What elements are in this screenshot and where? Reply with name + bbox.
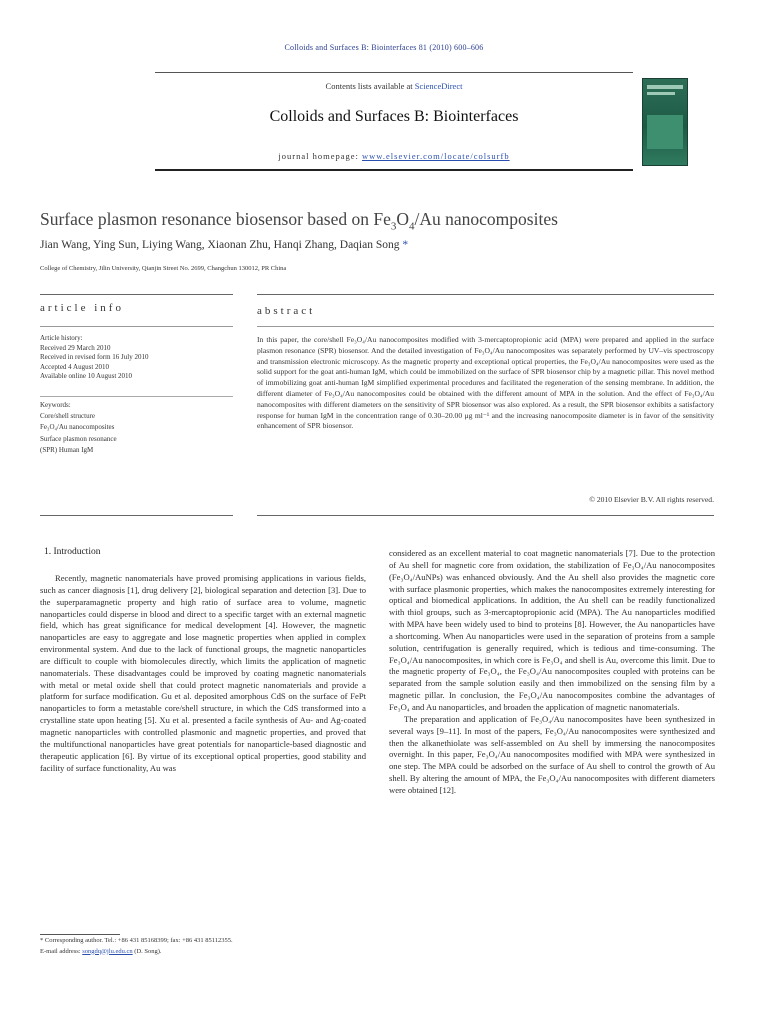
footnote — [40, 936, 366, 957]
journal-title: Colloids and Surfaces B: Biointerfaces — [269, 108, 519, 125]
masthead-bottom-rule — [155, 169, 633, 171]
keyword-item: (SPR) Human IgM — [40, 445, 94, 454]
article-title: Surface plasmon resonance biosensor based on $Fe_3O_4/Au$ nanocomposites — [40, 209, 558, 233]
info-bottom-rule — [40, 515, 233, 516]
keyword-item: Surface plasmon resonance — [40, 434, 117, 443]
email-label: E-mail address: — [40, 947, 81, 955]
history-online: Available online 10 August 2010 — [40, 372, 133, 381]
sciencedirect-link[interactable]: ScienceDirect — [414, 81, 463, 91]
introduction-heading: 1. Introduction — [44, 547, 101, 557]
contents-prefix: Contents lists available at — [325, 81, 413, 91]
history-accepted: Accepted 4 August 2010 — [40, 362, 110, 371]
info-sub-rule — [40, 326, 233, 327]
history-label: Article history: — [40, 334, 83, 342]
email-link[interactable]: songdq@jlu.edu.cn — [82, 947, 133, 955]
footnote-rule — [40, 934, 120, 935]
affiliation: College of Chemistry, Jilin University, Qianjin Street No. 2699, Changchun 130012, PR China — [40, 265, 287, 272]
info-top-rule — [40, 294, 233, 295]
corresponding-author-note: * Corresponding author. Tel.: +86 431 85168399; fax: +86 431 85112355. — [40, 937, 233, 944]
abstract-sub-rule — [257, 326, 714, 327]
email-suffix: (D. Song). — [134, 947, 162, 955]
homepage-label: journal homepage: — [278, 151, 359, 161]
abstract-text: In this paper, the core/shell Fe₃O₄/Au nanocomposites modified with 3-mercaptopropionic acid (MPA) were prepared and applied in the surface plasmon resonance (SPR) biosensor. And the detailed investigation of Fe₃O₄/Au nanocomposites was separately performed by UV–vis spectroscopy and transmission electronic microscopy. As the magnetic property and exceptional optical properties, the Fe₃O₄/Au nanocomposites were used as the solid support for the goat anti-human IgM, which could be immobilized on the surface of SPR biosensor chip by a magnetic pillar. This novel method of immobilizing goat anti-human IgM simplified experimental procedures and facilitated the regeneration of the sensing membrane. In addition, the different diameter of Fe₃O₄/Au nanocomposites could be obtained with the different amount of MPA in the solution. And the effect of Fe₃O₄/Au nanocomposites with different diameters on the sensitivity of SPR biosensor was also explored. As a result, the SPR biosensor exhibits a satisfactory response for human IgM in the concentration range of 0.30–20.00 μg ml⁻¹ and the increasing nanocomposite diameter is in favor of the sensitivity enhancement of SPR biosensor. — [257, 335, 714, 431]
corresponding-author-mark[interactable]: * — [402, 239, 409, 251]
email-line — [40, 947, 366, 958]
body-column-left: Recently, magnetic nanomaterials have proved promising applications in various fields, such as cancer diagnosis [1], drug delivery [2], biological separation and detection [3]. Due to the superparamagnetic property and high ratio of surface area to volume, magnetic nanoparticles could disperse in blood and direct to a specific target with an external magnetic field, which has great significance for medical development [4]. However, the magnetic nanoparticles are easy to aggregate and lose magnetic properties when applied in complex environmental system. And due to the lack of functional groups, the magnetic nanoparticles are difficult to couple with biomolecules directly, which limits the application of magnetic nanomaterials. These disadvantages could be improved by coating magnetic nanomaterials with metal or metal oxide shell that could protect magnetic nanomaterials and provide a platform for surface modification. Gu et al. deposited amorphous CdS on the surface of FePt nanoparticles to form a metastable core/shell structure, in which the CdS transformed into a crystalline state upon heating [5]. Xu et al. presented a facile synthesis of Au- and Ag-coated magnetic nanoparticles with controlled plasmonic and magnetic properties, and proved that the multifunctional nanoparticles have great potentials for nanoparticle-based diagnostic and therapeutic application [6]. By virtue of its exceptional optical properties, good stability and facility of surface functionality, Au was — [40, 573, 366, 773]
contents-line — [155, 81, 633, 91]
keywords-label: Keywords: — [40, 401, 71, 409]
body-paragraph: The preparation and application of Fe₃O₄/Au nanocomposites have been synthesized in several ways [9–11]. In most of the papers, Fe₃O₄/Au nanocomposites were synthesized and then the alkanethiolate was self-assembled on Au shell by immersing the nanocomposites overnight. In this paper, Fe₃O₄/Au nanocomposites modified with MPA were synthesized in one step. The MPA could be adsorbed on the surface of Au shell to control the growth of Au shell. By altering the amount of MPA, the Fe₃O₄/Au nanocomposites with different diameters were obtained [12]. — [389, 713, 715, 795]
history-revised: Received in revised form 16 July 2010 — [40, 353, 149, 362]
article-info-heading: article info — [40, 302, 124, 314]
abstract-heading: abstract — [257, 305, 316, 317]
abstract-bottom-rule — [257, 515, 714, 516]
abstract-top-rule — [257, 294, 714, 295]
homepage-link[interactable]: www.elsevier.com/locate/colsurfb — [362, 151, 510, 161]
masthead-top-rule — [155, 72, 633, 73]
authors-text: Jian Wang, Ying Sun, Liying Wang, Xiaonan Zhu, Hanqi Zhang, Daqian Song — [40, 239, 400, 251]
journal-homepage — [155, 151, 633, 161]
copyright: © 2010 Elsevier B.V. All rights reserved. — [589, 495, 714, 504]
keyword-item: Core/shell structure — [40, 412, 96, 421]
history-rule — [40, 396, 233, 397]
history-received: Received 29 March 2010 — [40, 343, 111, 352]
keyword-item: Fe₃O₄/Au nanocomposites — [40, 423, 115, 432]
body-paragraph: considered as an excellent material to coat magnetic nanomaterials [7]. Due to the protection of Au shell for magnetic core from oxidation, the stabilization of Fe₃O₄/Au nanocomposites (Fe₃O₄/AuNPs) was enhanced obviously. And the Au shell also provides the magnetic core with surface plasmonic properties, which makes the nanocomposites extremely interesting for optical and biomedical applications. In addition, the Au shell can be readily functionalized with thiol groups, such as 3-mercaptopropionic acid (MPA). The Au nanoparticles modified with MPA have been widely used to bind to proteins [8]. However, the Au nanoparticles have a shortcoming. When Au nanoparticles were used in the separation of proteins from a sample solution, centrifugation is generally required, which is tedious and time-consuming. The Fe₃O₄/Au nanocomposites, in which core is Fe₃O₄ and shell is Au, overcome this limit. Due to the magnetic property of Fe₃O₄, the Fe₃O₄/Au nanocomposites coupled with proteins can be separated from the sample solution easily and then immobilized on the sensing film by a magnetic pillar. In conclusion, the Fe₃O₄/Au nanocomposites combine the advantages of Fe₃O₄ and Au nanoparticles, and broaden the application of magnetic nanomaterials. — [389, 548, 715, 712]
journal-cover-icon — [642, 78, 688, 166]
running-header: Colloids and Surfaces B: Biointerfaces 81 (2010) 600–606 — [284, 43, 484, 52]
keywords — [40, 400, 233, 456]
body-column-right — [389, 548, 715, 797]
author-list — [40, 239, 408, 251]
article-history — [40, 334, 233, 382]
